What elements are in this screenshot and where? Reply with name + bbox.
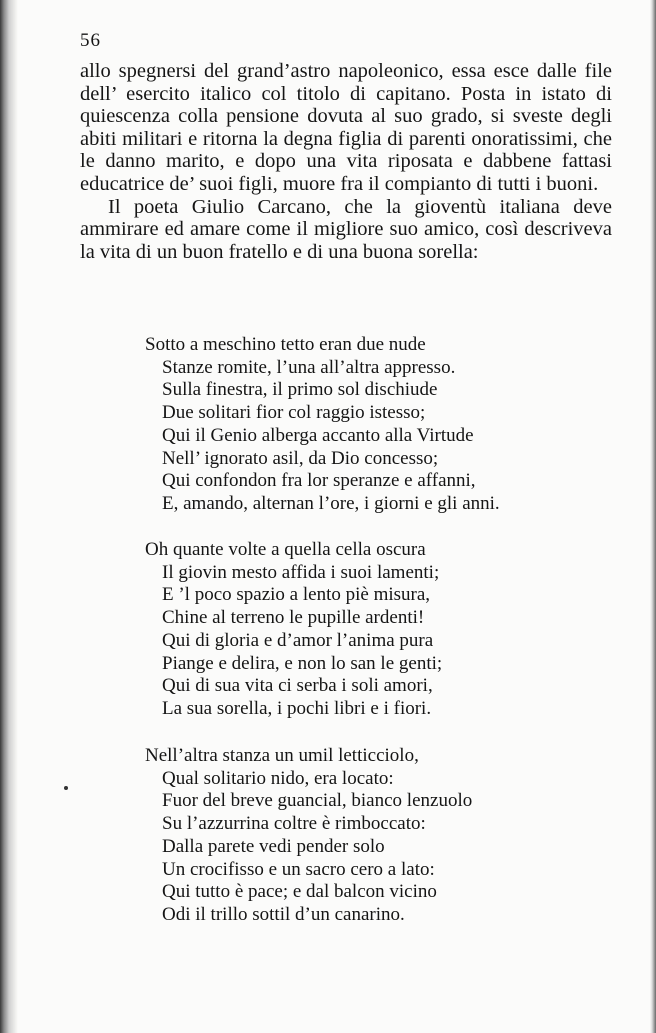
verse-line: Nell’altra stanza un umil letticciolo, (145, 745, 419, 766)
verse-line: Un crocifisso e un sacro cero a lato: (162, 858, 435, 880)
verse-line: Qui di sua vita ci serba i soli amori, (162, 675, 433, 697)
verse-line: E ’l poco spazio a lento piè misura, (162, 584, 431, 606)
verse-line: Sulla finestra, il primo sol dischiude (162, 379, 438, 401)
prose-paragraph: Il poeta Giulio Carcano, che la gioventù italiana deve ammirare ed amare come il migliore suo amico, così descriveva la vita di un buon fratello e di una buona sorella: (80, 195, 612, 263)
verse-line: Stanze romite, l’una all’altra appresso. (162, 356, 456, 378)
verse-line: Chine al terreno le pupille ardenti! (162, 607, 425, 629)
prose-paragraph: allo spegnersi del grand’astro napoleonico, essa esce dalle file dell’ esercito italico col titolo di capitano. Posta in istato di quiescenza colla pensione dovuta al suo grado, si sveste degli abiti militari e ritorna la degna figlia di parenti onoratissimi, che le danno marito, e dopo una vita riposata e dabbene fattasi educatrice de’ suoi figli, muore fra il compianto di tutti i buoni. (80, 60, 612, 195)
verse-line: Oh quante volte a quella cella oscura (145, 539, 426, 560)
poem-stanza-1 (145, 334, 575, 516)
verse-line: Odi il trillo sottil d’un canarino. (162, 903, 405, 925)
prose-block (80, 60, 612, 263)
verse-line: Qui tutto è pace; e dal balcon vicino (162, 881, 437, 903)
poem-stanza-3 (145, 745, 575, 927)
verse-line: La sua sorella, i pochi libri e i fiori. (162, 697, 432, 719)
verse-line: Su l’azzurrina coltre è rimboccato: (162, 813, 426, 835)
verse-line: Qui di gloria e d’amor l’anima pura (162, 629, 434, 651)
verse-line: Il giovin mesto affida i suoi lamenti; (162, 561, 440, 583)
verse-line: Qui confondon fra lor speranze e affanni, (162, 470, 476, 492)
verse-line: Due solitari fior col raggio istesso; (162, 402, 426, 424)
verse-line: Dalla parete vedi pender solo (162, 835, 385, 857)
page-gutter-shadow (0, 0, 18, 1033)
verse-line: E, amando, alternan l’ore, i giorni e gli anni. (162, 492, 500, 514)
page-number: 56 (80, 30, 101, 51)
verse-line: Piange e delira, e non lo san le genti; (162, 652, 443, 674)
verse-line: Qui il Genio alberga accanto alla Virtude (162, 424, 474, 446)
verse-line: Fuor del breve guancial, bianco lenzuolo (162, 790, 473, 812)
verse-line: Nell’ ignorato asil, da Dio concesso; (162, 447, 439, 469)
poem-stanza-2 (145, 539, 575, 721)
verse-line: Sotto a meschino tetto eran due nude (145, 334, 426, 355)
ink-speck (64, 786, 68, 790)
page-edge (650, 0, 656, 1033)
verse-line: Qual solitario nido, era locato: (162, 767, 394, 789)
